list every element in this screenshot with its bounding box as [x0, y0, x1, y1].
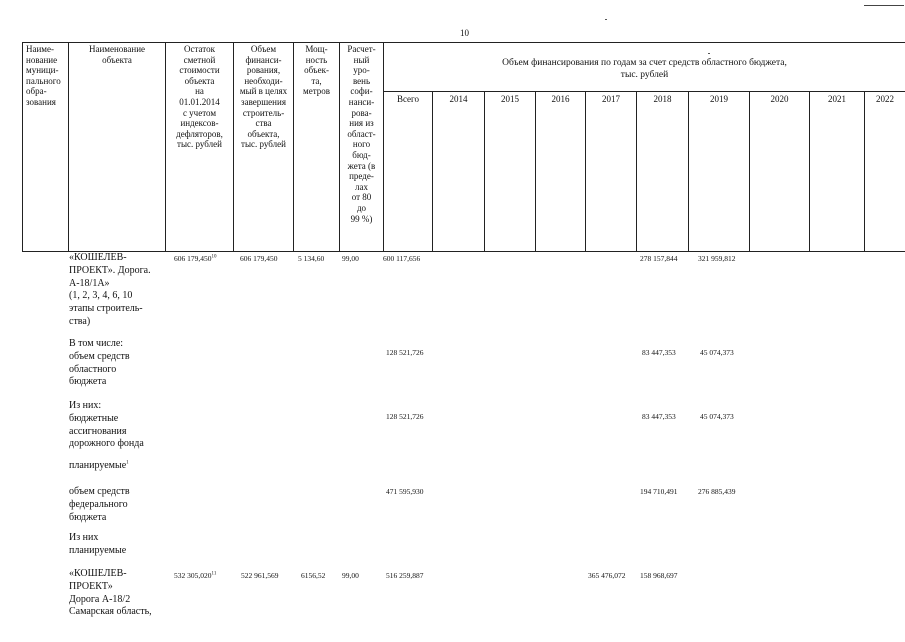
row-2018: 83 447,353: [642, 348, 676, 357]
col-border: [22, 42, 23, 252]
header-year-2021: 2021: [828, 94, 846, 104]
col-border: [636, 91, 637, 252]
row-cofinancing: 99,00: [342, 571, 359, 580]
header-year-total: Всего: [396, 94, 420, 104]
header-year-2014: 2014: [449, 94, 468, 104]
row-object-name: Из них: бюджетные ассигнования дорожного фонда: [69, 400, 144, 450]
row-object-name: Из них планируемые: [69, 532, 127, 556]
col-border: [484, 91, 485, 252]
row-capacity: 6156,52: [301, 571, 326, 580]
col-border: [864, 91, 865, 252]
header-year-2022: 2022: [876, 94, 894, 104]
col-border: [585, 91, 586, 252]
header-balance: Остаток сметной стоимости объекта на 01.01.2014 с учетом индексов- дефляторов, тыс. рублей: [176, 44, 223, 150]
header-cofinancing: Расчет- ный уро- вень софи- нанси- рова- ния из област- ного бюд- жета (в предe- лах от 80 до 99 %): [347, 44, 376, 224]
row-cofinancing: 99,00: [342, 254, 359, 263]
row-volume: 522 961,569: [241, 571, 279, 580]
header-year-2015: 2015: [501, 94, 519, 104]
scan-edge-mark: [864, 5, 904, 6]
col-border: [809, 91, 810, 252]
row-2018: 158 968,697: [640, 571, 678, 580]
header-municipality: Наиме- нование муници- пального обра- зования: [26, 44, 61, 107]
row-2019: 321 959,812: [698, 254, 736, 263]
table-top-border: [22, 42, 905, 43]
header-bottom-border: [22, 251, 905, 252]
header-funding-title: Объем финансирования по годам за счет средств областного бюджета, тыс. рублей: [502, 58, 787, 80]
row-object-name: планируемые$^1$: [69, 460, 129, 471]
row-2017: 365 476,072: [588, 571, 626, 580]
row-object-name: «КОШЕЛЕВ- ПРОЕКТ». Дорога. А-18/1А» (1, 2, 3, 4, 6, 10 этапы строитель- ства): [69, 252, 151, 327]
row-2018: 194 710,491: [640, 487, 678, 496]
row-capacity: 5 134,60: [298, 254, 325, 263]
row-volume: 606 179,450: [240, 254, 278, 263]
row-total: 128 521,726: [386, 412, 424, 421]
row-2019: 45 074,373: [700, 412, 734, 421]
header-capacity: Мощ- ность объек- та, метров: [303, 44, 330, 97]
row-object-name: В том числе: объем средств областного бюджета: [69, 338, 130, 388]
row-total: 600 117,656: [383, 254, 421, 263]
row-balance: 532 305,020$^{11}$: [174, 571, 217, 580]
page-number: 10: [460, 28, 469, 38]
col-border: [535, 91, 536, 252]
row-2018: 278 157,844: [640, 254, 678, 263]
row-2018: 83 447,353: [642, 412, 676, 421]
row-total: 471 595,930: [386, 487, 424, 496]
row-2019: 45 074,373: [700, 348, 734, 357]
header-year-2018: 2018: [653, 94, 672, 104]
col-border: [432, 91, 433, 252]
col-border: [749, 91, 750, 252]
header-object-name: Наименование объекта: [88, 44, 146, 65]
row-2019: 276 885,439: [698, 487, 736, 496]
col-border: [688, 91, 689, 252]
header-volume: Объем финанси- рования, необходи- мый в целях завершения строитель- ства объекта, тыс. рублей: [239, 44, 288, 150]
row-object-name: объем средств федерального бюджета: [69, 486, 130, 523]
row-total: 128 521,726: [386, 348, 424, 357]
header-year-2019: 2019: [710, 94, 728, 104]
header-year-2017: 2017: [602, 94, 620, 104]
row-object-name: «КОШЕЛЕВ- ПРОЕКТ» Дорога А-18/2 Самарская область,: [69, 568, 152, 618]
header-year-2016: 2016: [551, 94, 570, 104]
years-header-divider: [383, 91, 905, 92]
funding-table: [22, 42, 905, 642]
row-total: 516 259,887: [386, 571, 424, 580]
col-border: [68, 42, 69, 252]
row-balance: 606 179,450$^{10}$: [174, 254, 217, 263]
scan-speck: [605, 19, 607, 20]
header-year-2020: 2020: [770, 94, 789, 104]
